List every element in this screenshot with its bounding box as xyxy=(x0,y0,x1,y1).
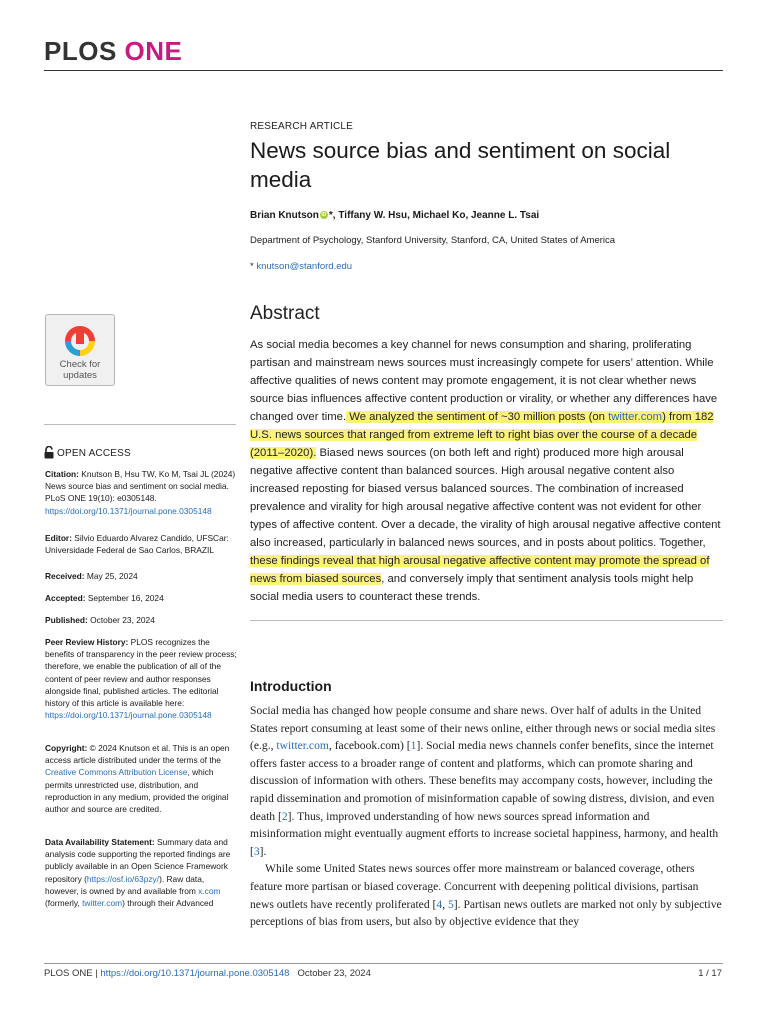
published-block xyxy=(45,614,237,626)
corresponding-email xyxy=(250,261,352,272)
plos-one-logo[interactable] xyxy=(44,36,182,67)
footer-doi-link[interactable]: https://doi.org/10.1371/journal.pone.0305148 xyxy=(100,968,290,979)
paragraph xyxy=(250,860,722,930)
corresponding-mark: * xyxy=(328,210,333,221)
accepted-block xyxy=(45,592,237,604)
introduction-heading: Introduction xyxy=(250,678,332,694)
abstract-divider xyxy=(250,620,723,621)
data-availability-text: ) through their Advanced xyxy=(122,898,214,909)
abstract-text xyxy=(250,336,722,606)
affiliation: Department of Psychology, Stanford University, Stanford, CA, United States of America xyxy=(250,235,616,246)
badge-line1: Check for xyxy=(59,359,101,370)
email-link[interactable]: knutson@stanford.edu xyxy=(256,261,353,272)
editor-label: Editor: xyxy=(45,533,72,543)
page-number: 1 / 17 xyxy=(698,968,722,979)
paragraph-text: Social media has changed how people consume and share news. Over half of adults in the United States report consuming at least some of their news online, either through news or social media sites (e.g., xyxy=(250,704,716,753)
copyright-label: Copyright: xyxy=(45,743,88,753)
sidebar-divider xyxy=(44,424,236,425)
abstract-part: Biased news sources (on both left and right) produced more high arousal negative affective content than balanced sources. High arousal negative content also increased reposting for biased versus balanced sources. The combination of increased prevalence and virality for high arousal negative affective content was not evident for other types of affective content. Over a decade, the virality of high arousal negative affective content also increased, particularly in balanced news sources, and in posts about politics. Together, xyxy=(250,447,721,549)
footer-separator: | xyxy=(92,968,101,979)
paragraph-text: , xyxy=(442,897,448,911)
citation-doi-link[interactable]: https://doi.org/10.1371/journal.pone.0305148 xyxy=(45,505,212,516)
crossmark-icon xyxy=(62,321,98,357)
paragraph-text: ]. Social media news channels confer benefits, since the internet offers faster access to a broader range of content and platforms, which can promote sharing and discussion of information with others. These benefits may accompany costs, however, including the rapid dissemination and promotion of misinformation capable of sowing distress, division, and even death [ xyxy=(250,739,715,823)
reference-link[interactable]: 2 xyxy=(281,809,288,823)
accepted-label: Accepted: xyxy=(45,593,86,603)
copyright-text: © 2024 Knutson et al. This is an open access article distributed under the terms of the xyxy=(45,743,230,766)
data-availability-block xyxy=(45,836,237,909)
logo-one: ONE xyxy=(124,36,183,66)
received-label: Received: xyxy=(45,571,85,581)
abstract-heading: Abstract xyxy=(250,303,320,324)
paragraph xyxy=(250,702,722,860)
copyright-text: , which permits unrestricted use, distribution, and reproduction in any medium, provided the original author and source are credited. xyxy=(45,767,229,815)
peer-review-label: Peer Review History: xyxy=(45,637,129,647)
paragraph-text: ]. Thus, improved understanding of how news sources spread information and misinformation might eventually augment efforts to increase societal happiness, harmony, and health [ xyxy=(250,809,719,858)
paragraph-text: , facebook.com) [ xyxy=(328,739,411,753)
header-rule xyxy=(44,70,723,71)
highlight-2: these findings reveal that high arousal negative affective content may promote the spread of news from biased sources xyxy=(250,555,710,585)
author-name[interactable]: Michael Ko xyxy=(412,210,466,221)
editor-text: Silvio Eduardo Alvarez Candido, UFSCar: Universidade Federal de Sao Carlos, BRAZIL xyxy=(45,533,229,556)
received-text: May 25, 2024 xyxy=(84,571,138,581)
author-name[interactable]: Jeanne L. Tsai xyxy=(471,210,540,221)
abstract-part: As social media becomes a key channel for news consumption and sharing, proliferating partisan and mainstream news sources must increasingly compete for users’ attention. While affective qualities of news content may promote engagement, it is not clear whether news source bias influences affective content production or virality, or whether any differences have changed over time. xyxy=(250,339,718,423)
footer-journal: PLOS ONE xyxy=(44,968,93,979)
footer-date: October 23, 2024 xyxy=(297,968,371,979)
citation-text: Knutson B, Hsu TW, Ko M, Tsai JL (2024) News source bias and sentiment on social media. PLoS ONE 19(10): e0305148. xyxy=(45,469,236,504)
data-availability-label: Data Availability Statement: xyxy=(45,837,155,847)
reference-link[interactable]: 4 xyxy=(436,897,443,911)
article-type: RESEARCH ARTICLE xyxy=(250,121,354,132)
logo-plos: PLOS xyxy=(44,36,117,66)
accepted-text: September 16, 2024 xyxy=(85,593,164,603)
reference-link[interactable]: 5 xyxy=(447,897,454,911)
peer-review-block xyxy=(45,636,237,721)
osf-link[interactable]: https://osf.io/63pzy/ xyxy=(86,873,160,884)
article-title: News source bias and sentiment on social media xyxy=(250,138,671,192)
author-name[interactable]: Tiffany W. Hsu xyxy=(338,210,408,221)
paragraph-text: ]. xyxy=(259,844,267,858)
citation-label: Citation: xyxy=(45,469,79,479)
reference-link[interactable]: 3 xyxy=(253,844,260,858)
data-availability-text: Summary data and analysis code supporting the reported findings are publicly available in an Open Science Framework repository ( xyxy=(45,837,231,884)
published-text: October 23, 2024 xyxy=(87,615,155,625)
check-for-updates-badge[interactable] xyxy=(45,314,115,386)
open-lock-icon xyxy=(44,446,54,459)
orcid-icon[interactable]: iD xyxy=(321,212,327,219)
data-availability-text: ). Raw data, however, is owned by and available from xyxy=(45,873,205,896)
editor-block xyxy=(45,532,237,556)
abstract-part: , and conversely imply that sentiment analysis tools might help social media users to counteract these trends. xyxy=(250,573,694,603)
open-access-label xyxy=(44,446,131,459)
open-access-text: OPEN ACCESS xyxy=(57,448,131,459)
published-label: Published: xyxy=(45,615,88,625)
author-list: Brian Knutson iD *, Tiffany W. Hsu, Michael Ko, Jeanne L. Tsai xyxy=(250,210,540,221)
paragraph-text: ]. Partisan news outlets are marked not only by subjective perceptions of bias from users, but also by objective evidence that they xyxy=(250,897,722,929)
introduction-body xyxy=(250,702,722,931)
email-star: * xyxy=(250,261,254,272)
license-link[interactable]: Creative Commons Attribution License xyxy=(45,767,188,778)
citation-block xyxy=(45,468,237,517)
peer-review-link[interactable]: https://doi.org/10.1371/journal.pone.0305148 xyxy=(45,710,212,721)
reference-link[interactable]: 1 xyxy=(410,739,417,753)
data-availability-text: (formerly, xyxy=(45,898,83,909)
highlight-text: We analyzed the sentiment of ~30 million posts (on xyxy=(346,411,609,423)
footer xyxy=(44,968,371,979)
copyright-block xyxy=(45,742,237,815)
peer-review-text: PLOS recognizes the benefits of transparency in the peer review process; therefore, we enable the publication of all of the content of peer review and author responses alongside final, published articles. The editorial history of this article is available here: xyxy=(45,637,237,709)
highlight-text: ) from 182 U.S. news sources that ranged from extreme left to right bias over the course of a decade (2011–2020). xyxy=(250,411,714,459)
badge-line2: updates xyxy=(63,370,97,381)
twitter-link[interactable]: twitter.com xyxy=(608,411,663,423)
twitter-link[interactable]: twitter.com xyxy=(276,739,329,753)
twitter-link[interactable]: twitter.com xyxy=(82,898,123,909)
author-name[interactable]: Brian Knutson xyxy=(250,210,319,221)
paragraph-text: While some United States news sources offer more mainstream or balanced coverage, others feature more partisan or biased coverage. Concurrent with deepening political divisions, partisan news outlets have recently proliferated [ xyxy=(250,862,699,911)
footer-rule xyxy=(44,963,723,964)
x-link[interactable]: x.com xyxy=(198,885,221,896)
received-block xyxy=(45,570,237,582)
